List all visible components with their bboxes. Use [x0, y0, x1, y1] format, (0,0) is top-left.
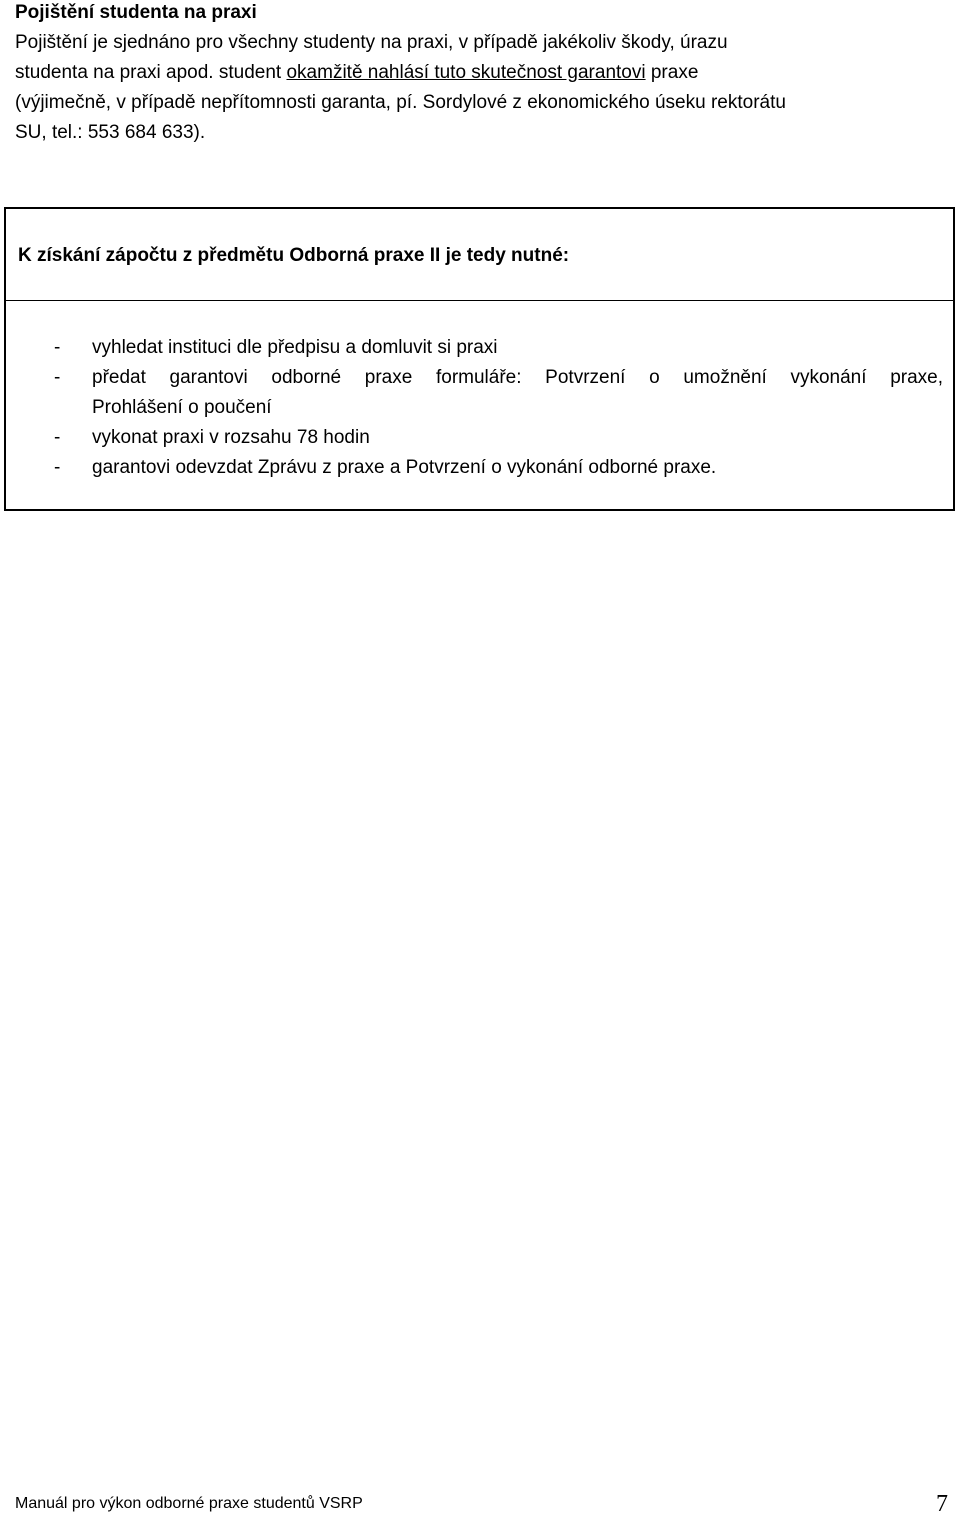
list-dash: -: [54, 457, 61, 478]
insurance-underlined-text: okamžitě nahlásí tuto skutečnost garantovi: [286, 62, 646, 83]
list-item-text: předat garantovi odborné praxe formuláře: Potvrzení o umožnění vykonání praxe,: [92, 367, 943, 388]
requirements-list: [6, 333, 953, 483]
list-item: [6, 423, 953, 453]
insurance-line-2: [15, 58, 950, 88]
insurance-line-2-start: studenta na praxi apod. student: [15, 62, 287, 83]
list-item: [6, 333, 953, 363]
list-item-text: vyhledat instituci dle předpisu a domluvit si praxi: [92, 337, 498, 358]
insurance-line-1: Pojištění je sjednáno pro všechny studenty na praxi, v případě jakékoliv škody, úrazu: [15, 32, 728, 53]
list-dash: -: [54, 337, 61, 358]
insurance-line-3: (výjimečně, v případě nepřítomnosti garanta, pí. Sordylové z ekonomického úseku rektorátu: [15, 92, 786, 113]
requirements-box-header: [6, 209, 953, 301]
requirements-box: [4, 207, 955, 511]
list-dash: -: [54, 427, 61, 448]
list-item-continuation: Prohlášení o poučení: [92, 397, 272, 418]
footer-text: Manuál pro výkon odborné praxe studentů VSRP: [15, 1495, 363, 1512]
list-item: [6, 363, 953, 423]
page-number: 7: [936, 1491, 948, 1517]
list-item-text: vykonat praxi v rozsahu 78 hodin: [92, 427, 370, 448]
list-item-text: garantovi odevzdat Zprávu z praxe a Potvrzení o vykonání odborné praxe.: [92, 457, 717, 478]
insurance-line-2-end: praxe: [645, 62, 699, 83]
insurance-line-4: SU, tel.: 553 684 633).: [15, 122, 206, 143]
requirements-heading: K získání zápočtu z předmětu Odborná praxe II je tedy nutné:: [18, 245, 570, 266]
insurance-paragraph: [15, 28, 950, 148]
list-dash: -: [54, 367, 61, 388]
list-item: [6, 453, 953, 483]
insurance-heading: Pojištění studenta na praxi: [15, 2, 257, 23]
